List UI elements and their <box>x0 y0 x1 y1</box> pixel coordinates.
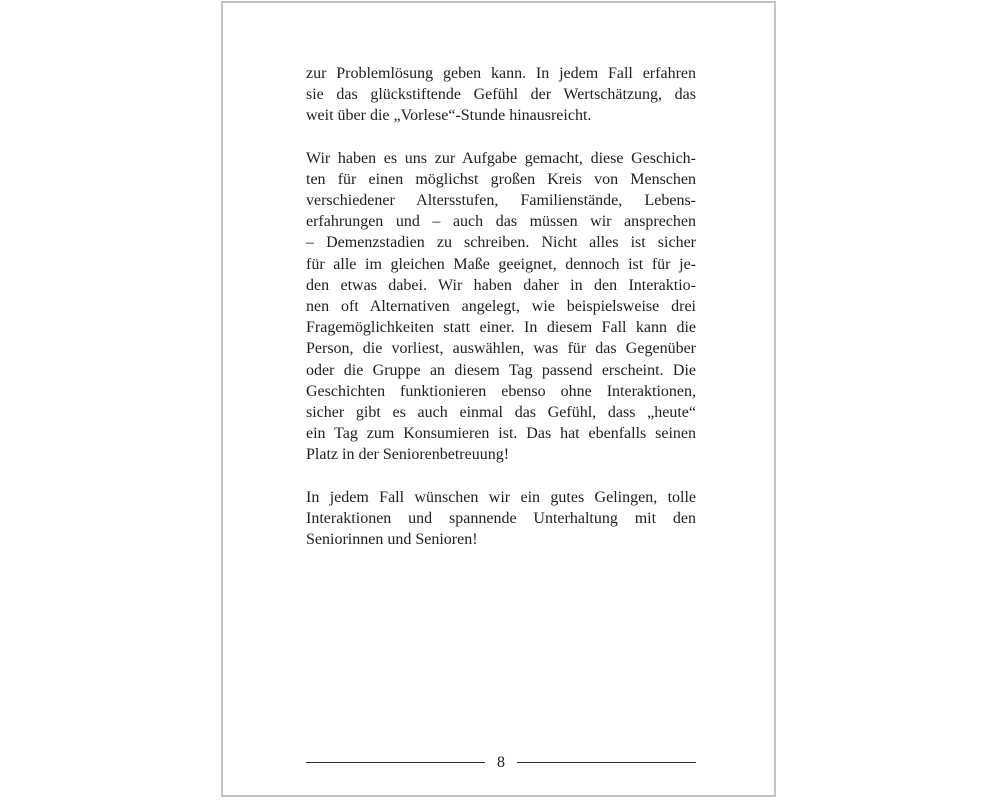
book-page <box>221 1 776 797</box>
paragraph-spacer <box>306 466 696 487</box>
text-line: für alle im gleichen Maße geeignet, dennoch ist für je- <box>306 255 696 273</box>
paragraph-3 <box>306 487 696 551</box>
text-line: ein Tag zum Konsumieren ist. Das hat ebenfalls seinen <box>306 425 696 443</box>
page-footer <box>306 751 696 775</box>
text-line: – Demenzstadien zu schreiben. Nicht alles ist sicher <box>306 234 696 252</box>
text-line: Interaktionen und spannende Unterhaltung mit den <box>306 509 696 527</box>
footer-rule-right <box>517 762 696 763</box>
footer-rule-left <box>306 762 485 763</box>
text-line: nen oft Alternativen angelegt, wie beispielsweise drei <box>306 298 696 316</box>
text-line: ten für einen möglichst großen Kreis von Menschen <box>306 170 696 188</box>
text-line: Person, die vorliest, auswählen, was für das Gegenüber <box>306 340 696 358</box>
text-line: erfahrungen und – auch das müssen wir ansprechen <box>306 213 696 231</box>
text-line: zur Problemlösung geben kann. In jedem Fall erfahren <box>306 65 696 82</box>
body-text <box>306 63 696 550</box>
text-line: verschiedener Altersstufen, Familienstände, Lebens- <box>306 192 696 210</box>
text-line: In jedem Fall wünschen wir ein gutes Gelingen, tolle <box>306 488 696 506</box>
paragraph-1 <box>306 63 696 127</box>
text-line: Seniorinnen und Senioren! <box>306 531 478 549</box>
text-line: Geschichten funktionieren ebenso ohne Interaktionen, <box>306 382 696 400</box>
text-line: Fragemöglichkeiten statt einer. In diesem Fall kann die <box>306 319 696 337</box>
text-line: oder die Gruppe an diesem Tag passend erscheint. Die <box>306 361 696 379</box>
text-line: Platz in der Seniorenbetreuung! <box>306 446 510 464</box>
page-number: 8 <box>497 754 505 771</box>
text-line: weit über die „Vorlese“-Stunde hinausreicht. <box>306 107 592 125</box>
text-line: sie das glückstiftende Gefühl der Wertschätzung, das <box>306 86 696 104</box>
paragraph-spacer <box>306 127 696 148</box>
text-line: sicher gibt es auch einmal das Gefühl, dass „heute“ <box>306 404 696 422</box>
text-line: den etwas dabei. Wir haben daher in den Interaktio- <box>306 276 696 294</box>
paragraph-2 <box>306 148 696 466</box>
text-line: Wir haben es uns zur Aufgabe gemacht, diese Geschich- <box>306 149 696 167</box>
